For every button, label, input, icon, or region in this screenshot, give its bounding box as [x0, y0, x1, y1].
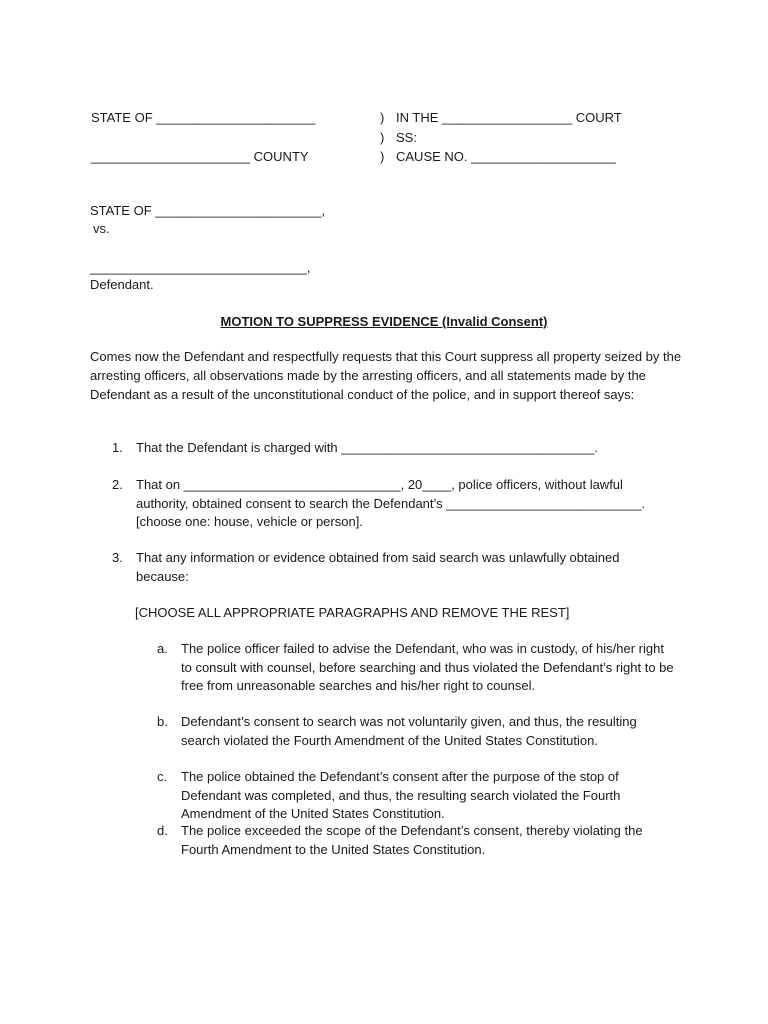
- numbered-item: [112, 439, 672, 458]
- caption-court-line: IN THE __________________ COURT: [396, 110, 622, 125]
- item-marker: 3.: [112, 550, 123, 565]
- caption-ss-line: SS:: [396, 130, 417, 145]
- lettered-item: [157, 768, 677, 824]
- plaintiff-line: STATE OF _______________________,: [90, 203, 326, 218]
- item-text: That any information or evidence obtained from said search was unlawfully obtained because:: [136, 550, 620, 584]
- item-marker: d.: [157, 823, 168, 838]
- caption-paren: ): [380, 110, 385, 125]
- item-marker: 1.: [112, 440, 123, 455]
- defendant-blank-line: ______________________________,: [90, 260, 311, 275]
- lettered-item: [157, 822, 677, 859]
- item-marker: b.: [157, 714, 168, 729]
- item-text: That on ______________________________, 20____, police officers, without lawful authority, obtained consent to search the Defendant’s ___________________________. [choose one: house, vehicle or person].: [136, 477, 646, 529]
- lettered-item: [157, 713, 677, 750]
- item-text: The police obtained the Defendant’s consent after the purpose of the stop of Defendant was completed, and thus, the resulting search violated the Fourth Amendment of the United States Constitution.: [181, 769, 621, 821]
- caption-cause-line: CAUSE NO. ____________________: [396, 149, 616, 164]
- item-marker: 2.: [112, 477, 123, 492]
- caption-county-line: ______________________ COUNTY: [91, 149, 309, 164]
- numbered-item: [112, 476, 672, 532]
- versus-label: vs.: [93, 221, 110, 236]
- instruction-note: [CHOOSE ALL APPROPRIATE PARAGRAPHS AND REMOVE THE REST]: [135, 605, 570, 620]
- caption-paren: ): [380, 149, 385, 164]
- numbered-item: [112, 549, 672, 586]
- lettered-item: [157, 640, 677, 696]
- item-text: Defendant’s consent to search was not voluntarily given, and thus, the resulting search violated the Fourth Amendment of the United States Constitution.: [181, 714, 637, 748]
- caption-paren: ): [380, 130, 385, 145]
- motion-title: MOTION TO SUPPRESS EVIDENCE (Invalid Consent): [220, 314, 548, 329]
- caption-state-line: STATE OF ______________________: [91, 110, 316, 125]
- item-text: The police exceeded the scope of the Defendant’s consent, thereby violating the Fourth Amendment to the United States Constitution.: [181, 823, 643, 857]
- item-marker: a.: [157, 641, 168, 656]
- intro-paragraph: Comes now the Defendant and respectfully requests that this Court suppress all property seized by the arresting officers, all observations made by the arresting officers, and all statements made by the Defendant as a result of the unconstitutional conduct of the police, and in support thereof says:: [90, 349, 682, 402]
- item-text: That the Defendant is charged with ___________________________________.: [136, 440, 598, 455]
- defendant-label: Defendant.: [90, 277, 154, 292]
- item-marker: c.: [157, 769, 168, 784]
- item-text: The police officer failed to advise the Defendant, who was in custody, of his/her right to consult with counsel, before searching and thus violated the Defendant’s right to be free from unreasonable searches and his/her right to counsel.: [181, 641, 674, 693]
